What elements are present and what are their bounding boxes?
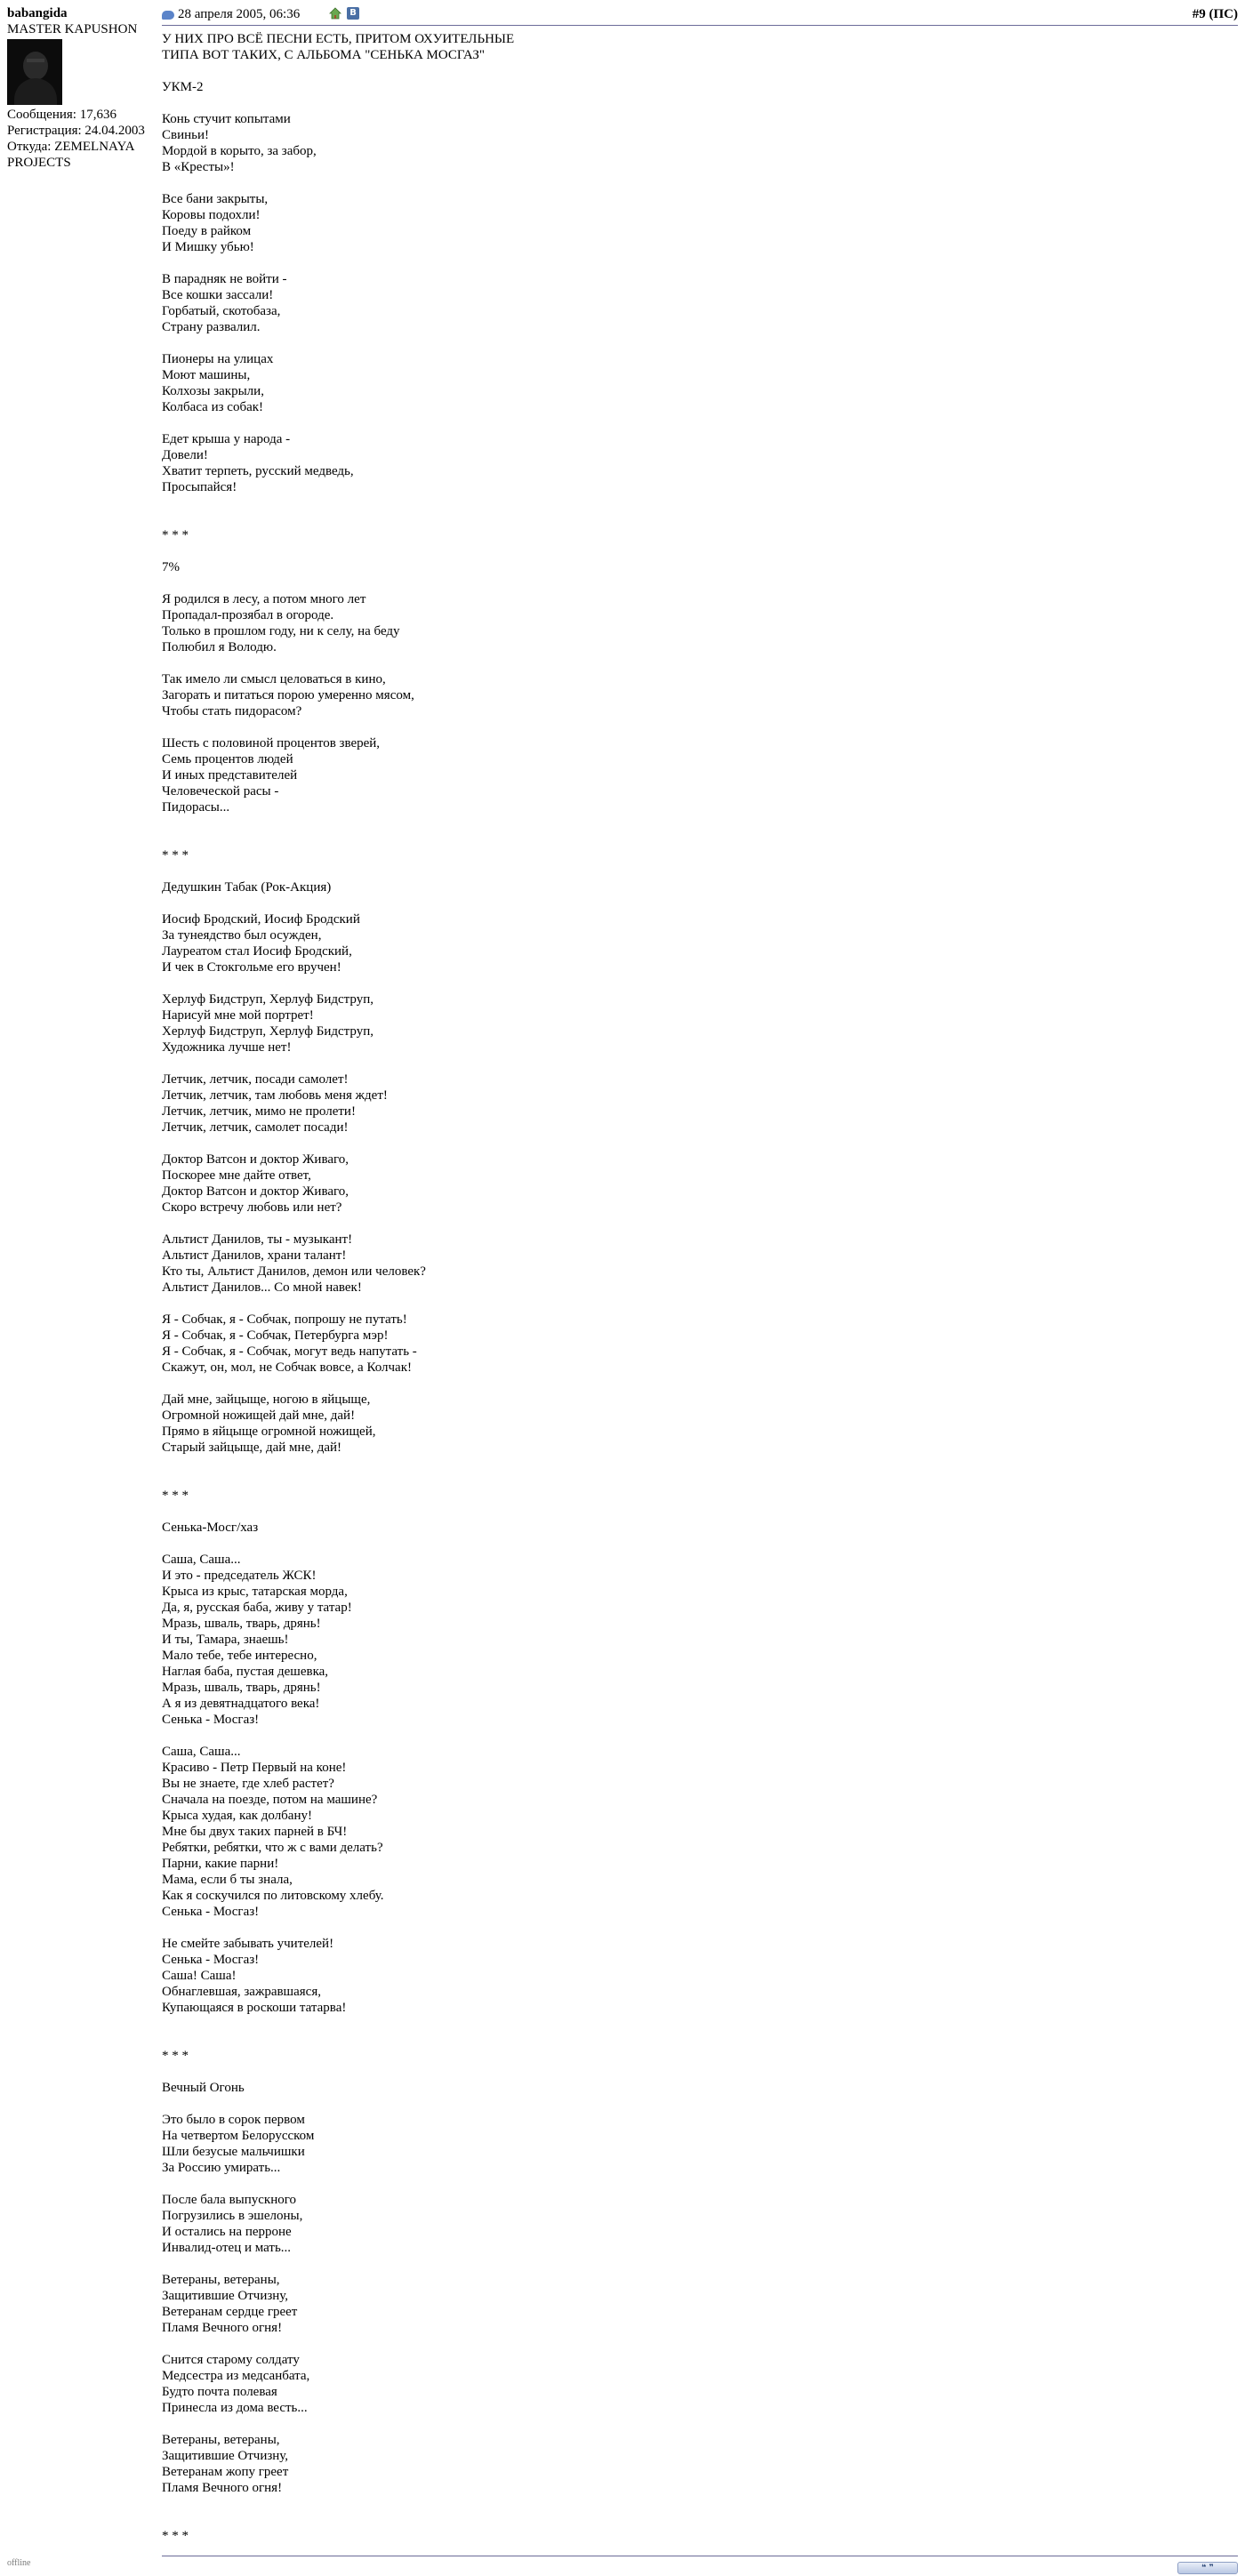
user-registration-date: Регистрация: 24.04.2003 [7,124,145,138]
post-number-link[interactable]: #9 (ПС) [1192,7,1238,21]
post-header [162,5,1238,26]
home-icon[interactable] [329,7,341,20]
post-icon [162,11,174,20]
offline-status: offline [7,2558,31,2568]
user-title: MASTER KAPUSHON [7,22,138,36]
avatar[interactable] [7,39,62,105]
forum-post [162,5,1238,2544]
user-info-panel [7,5,157,171]
user-location: Откуда: ZEMELNAYA PROJECTS [7,140,134,170]
vk-icon[interactable]: В [347,7,359,20]
post-body: У НИХ ПРО ВСЁ ПЕСНИ ЕСТЬ, ПРИТОМ ОХУИТЕЛЬНЫЕ ТИПА ВОТ ТАКИХ, С АЛЬБОМА "СЕНЬКА МОСГАЗ" УКМ-2 Конь стучит копытами Свиньи! Мордой в корыто, за забор, В «Кресты»! Все бани закрыты, Коровы подохли! Поеду в райком И Мишку убью! В парадняк не войти - Все кошки зассали! Горбатый, скотобаза, Страну развалил. Пионеры на улицах Моют машины, Колхозы закрыли, Колбаса из собак! Едет крыша у народа - Довели! Хватит терпеть, русский медведь, Просыпайся! * * * 7% Я родился в лесу, а потом много лет Пропадал-прозябал в огороде. Только в прошлом году, ни к селу, на беду Полюбил я Володю. Так имело ли смысл целоваться в кино, Загорать и питаться порою умеренно мясом, Чтобы стать пидорасом? Шесть с половиной процентов зверей, Семь процентов людей И иных представителей Человеческой расы - Пидорасы... * * * Дедушкин Табак (Рок-Акция) Иосиф Бродский, Иосиф Бродский За тунеядство был осужден, Лауреатом стал Иосиф Бродский, И чек в Стокгольме его вручен! Херлуф Бидструп, Херлуф Бидструп, Нарисуй мне мой портрет! Херлуф Бидструп, Херлуф Бидструп, Художника лучше нет! Летчик, летчик, посади самолет! Летчик, летчик, там любовь меня ждет! Летчик, летчик, мимо не пролети! Летчик, летчик, самолет посади! Доктор Ватсон и доктор Живаго, Поскорее мне дайте ответ, Доктор Ватсон и доктор Живаго, Скоро встречу любовь или нет? Альтист Данилов, ты - музыкант! Альтист Данилов, храни талант! Кто ты, Альтист Данилов, демон или человек? Альтист Данилов... Со мной навек! Я - Собчак, я - Собчак, попрошу не путать! Я - Собчак, я - Собчак, Петербурга мэр! Я - Собчак, я - Собчак, могут ведь напутать - Скажут, он, мол, не Собчак вовсе, а Колчак! Дай мне, зайцыще, ногою в яйцыще, Огромной ножищей дай мне, дай! Прямо в яйцыще огромной ножищей, Старый зайцыще, дай мне, дай! * * * Сенька-Мосг/хаз Саша, Саша... И это - председатель ЖСК! Крыса из крыс, татарская морда, Да, я, русская баба, живу у татар! Мразь, шваль, тварь, дрянь! И ты, Тамара, знаешь! Мало тебе, тебе интересно, Наглая баба, пустая дешевка, Мразь, шваль, тварь, дрянь! А я из девятнадцатого века! Сенька - Мосгаз! Саша, Саша... Красиво - Петр Первый на коне! Вы не знаете, где хлеб растет? Сначала на поезде, потом на машине? Крыса худая, как долбану! Мне бы двух таких парней в БЧ! Ребятки, ребятки, что ж с вами делать? Парни, какие парни! Мама, если б ты знала, Как я соскучился по литовскому хлебу. Сенька - Мосгаз! Не смейте забывать учителей! Сенька - Мосгаз! Саша! Саша! Обнаглевшая, зажравшаяся, Купающаяся в роскоши татарва! * * * Вечный Огонь Это было в сорок первом На четвертом Белорусском Шли безусые мальчишки За Россию умирать... После бала выпускного Погрузились в эшелоны, И остались на перроне Инвалид-отец и мать... Ветераны, ветераны, Защитившие Отчизну, Ветеранам сердце греет Пламя Вечного огня! Снится старому солдату Медсестра из медсанбата, Будто почта полевая Принесла из дома весть... Ветераны, ветераны, Защитившие Отчизну, Ветеранам жопу греет Пламя Вечного огня! * * * [162,32,515,2543]
user-messages-count: Сообщения: 17,636 [7,108,116,122]
username-link[interactable]: babangida [7,6,68,20]
post-date: 28 апреля 2005, 06:36 [178,7,301,21]
post-date-wrap [162,7,300,22]
quote-button-icon[interactable]: ❝ ❞ [1177,2562,1238,2574]
post-footer [162,2556,1238,2574]
